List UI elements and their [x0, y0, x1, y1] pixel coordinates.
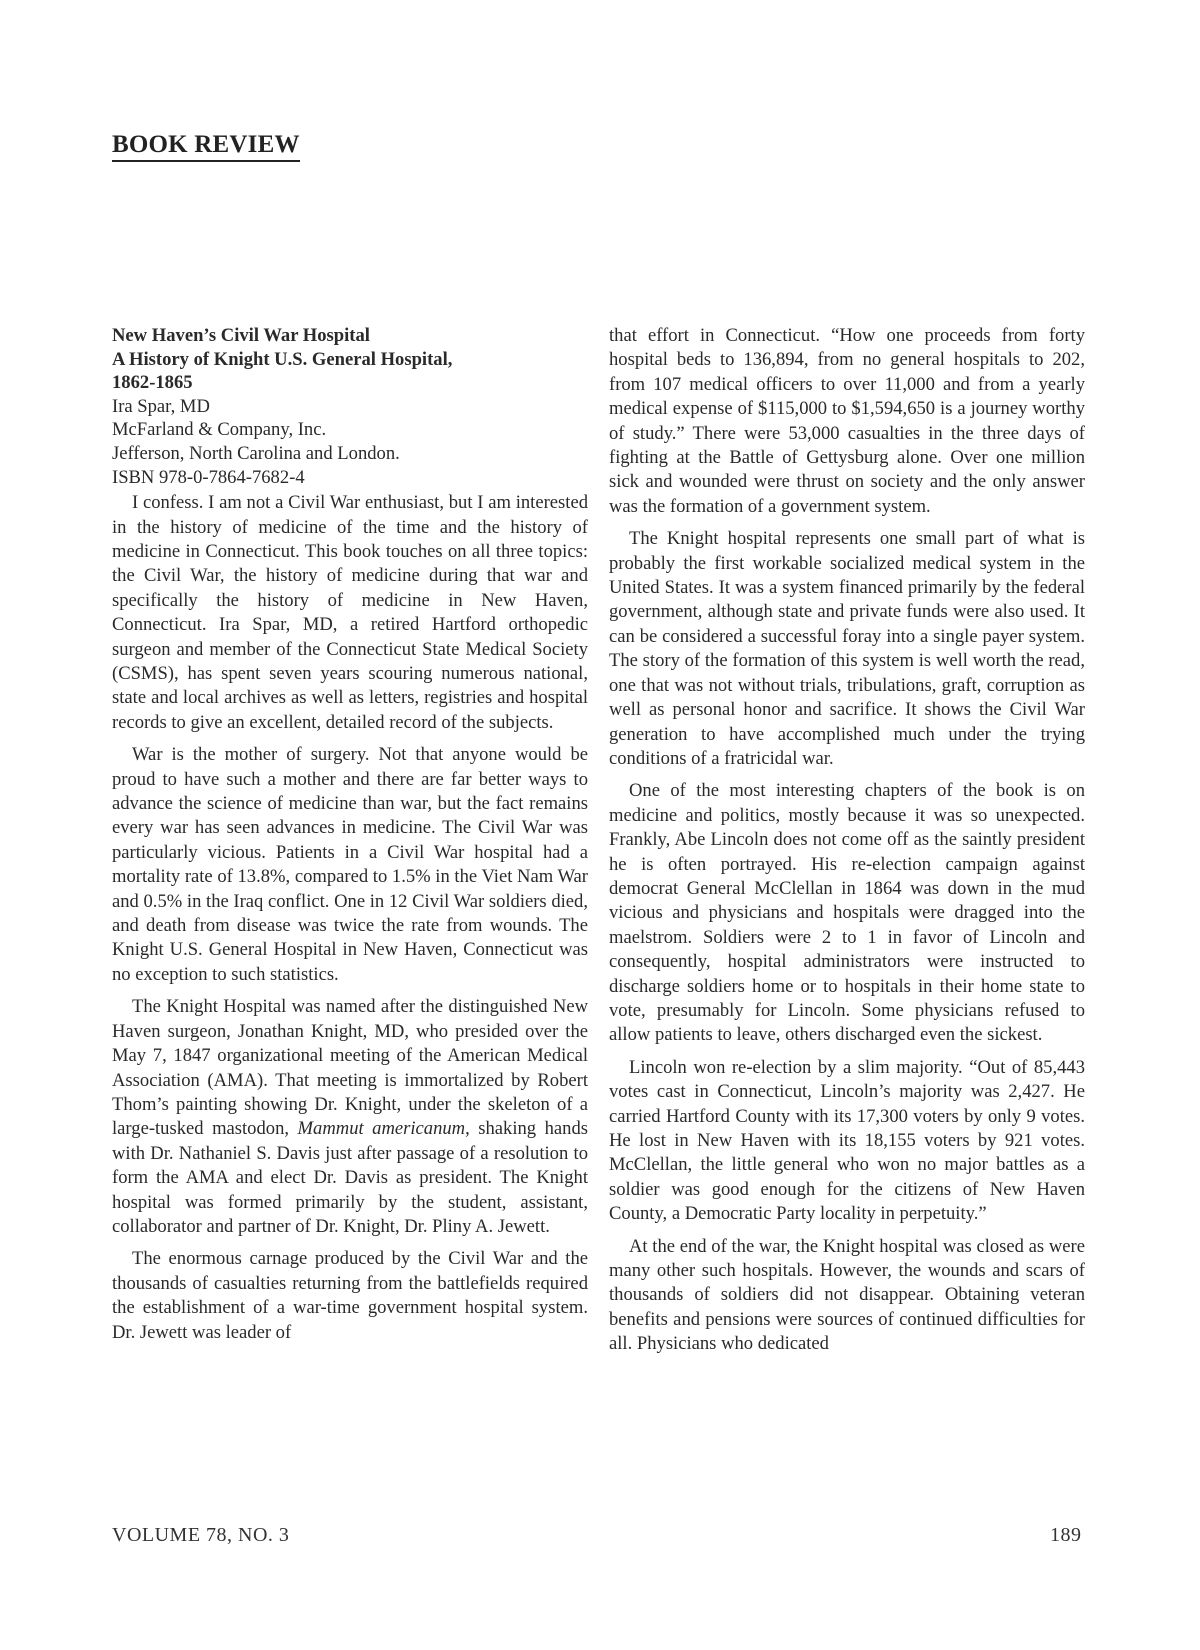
review-paragraph-8: At the end of the war, the Knight hospital was closed as were many other such hospitals. However, the wounds and scars of thousands of soldiers did not disappear. Obtaining veteran benefits and pensions were sources of continued difficulties for all. Physicians who dedicated: [609, 1235, 1085, 1355]
left-column: [112, 324, 588, 1353]
review-paragraph-3-part-b: , shaking hands with Dr. Nathaniel S. Davis just after passage of a resolution to form the AMA and elect Dr. Davis as president. The Knight hospital was formed primarily by the student, assistant, collaborator and partner of Dr. Knight, Dr. Pliny A. Jewett.: [112, 1118, 588, 1237]
book-citation: [112, 324, 588, 489]
book-title-line-1: New Haven’s Civil War Hospital: [112, 325, 370, 346]
book-location: Jefferson, North Carolina and London.: [112, 442, 400, 464]
review-paragraph-5: The Knight hospital represents one small part of what is probably the first workable socialized medical system in the United States. It was a system financed primarily by the federal government, although state and private funds were also used. It can be considered a successful foray into a single payer system. The story of the formation of this system is well worth the read, one that was not without trials, tribulations, graft, corruption as well as personal honor and sacrifice. It shows the Civil War generation to have accomplished much under the trying conditions of a fratricidal war.: [609, 528, 1085, 769]
review-paragraph-3-part-a: The Knight Hospital was named after the distinguished New Haven surgeon, Jonathan Knight, MD, who presided over the May 7, 1847 organizational meeting of the American Medical Association (AMA). That meeting is immortalized by Robert Thom’s painting showing Dr. Knight, under the skeleton of a large-tusked mastodon,: [112, 996, 588, 1140]
book-title-line-2: A History of Knight U.S. General Hospital,: [112, 348, 453, 370]
review-paragraph-6: One of the most interesting chapters of the book is on medicine and politics, mostly because it was so unexpected. Frankly, Abe Lincoln does not come off as the saintly president he is often portrayed. His re-election campaign against democrat General McClellan in 1864 was down in the mud vicious and physicians and hospitals were dragged into the maelstrom. Soldiers were 2 to 1 in favor of Lincoln and consequently, hospital administrators were instructed to discharge soldiers home or to hospitals in their home state to vote, presumably for Lincoln. Some physicians refused to allow patients to leave, others discharged even the sickest.: [609, 780, 1085, 1046]
review-paragraph-2: War is the mother of surgery. Not that anyone would be proud to have such a mother and there are far better ways to advance the science of medicine than war, but the fact remains every war has seen advances in medicine. The Civil War was particularly vicious. Patients in a Civil War hospital had a mortality rate of 13.8%, compared to 1.5% in the Viet Nam War and 0.5% in the Iraq conflict. One in 12 Civil War soldiers died, and death from disease was twice the rate from wounds. The Knight U.S. General Hospital in New Haven, Connecticut was no exception to such statistics.: [112, 744, 588, 985]
page-number: 189: [1050, 1524, 1082, 1546]
section-heading: BOOK REVIEW: [112, 131, 300, 162]
review-paragraph-1: I confess. I am not a Civil War enthusiast, but I am interested in the history of medicine of the time and the history of medicine in Connecticut. This book touches on all three topics: the Civil War, the history of medicine during that war and specifically the history of medicine in New Haven, Connecticut. Ira Spar, MD, a retired Hartford orthopedic surgeon and member of the Connecticut State Medical Society (CSMS), has spent seven years scouring numerous national, state and local archives as well as letters, registries and hospital records to give an excellent, detailed record of the subjects.: [112, 492, 588, 733]
book-author: Ira Spar, MD: [112, 395, 210, 417]
review-paragraph-7: Lincoln won re-election by a slim majority. “Out of 85,443 votes cast in Connecticut, Lincoln’s majority was 2,427. He carried Hartford County with its 17,300 voters by only 9 votes. He lost in New Haven with its 18,155 voters by 921 votes. McClellan, the little general who won no major battles as a soldier was good enough for the citizens of New Haven County, a Democratic Party locality in perpetuity.”: [609, 1056, 1085, 1225]
book-isbn: ISBN 978-0-7864-7682-4: [112, 466, 305, 488]
review-paragraph-4: The enormous carnage produced by the Civil War and the thousands of casualties returning from the battlefields required the establishment of a war-time government hospital system. Dr. Jewett was leader of: [112, 1248, 588, 1343]
right-column: [609, 324, 1085, 1365]
review-paragraph-3: [112, 995, 588, 1239]
book-publisher: McFarland & Company, Inc.: [112, 419, 327, 441]
species-name: Mammut americanum: [297, 1118, 466, 1140]
book-title-line-3: 1862-1865: [112, 372, 193, 394]
review-paragraph-4-continued: that effort in Connecticut. “How one proceeds from forty hospital beds to 136,894, from no general hospitals to 202, from 107 medical officers to over 11,000 and from a yearly medical expense of $115,000 to $1,594,650 is a journey worthy of study.” There were 53,000 casualties in the three days of fighting at the Battle of Gettysburg alone. Over one million sick and wounded were thrust on society and the only answer was the formation of a government system.: [609, 325, 1085, 517]
journal-volume: VOLUME 78, NO. 3: [112, 1524, 290, 1546]
